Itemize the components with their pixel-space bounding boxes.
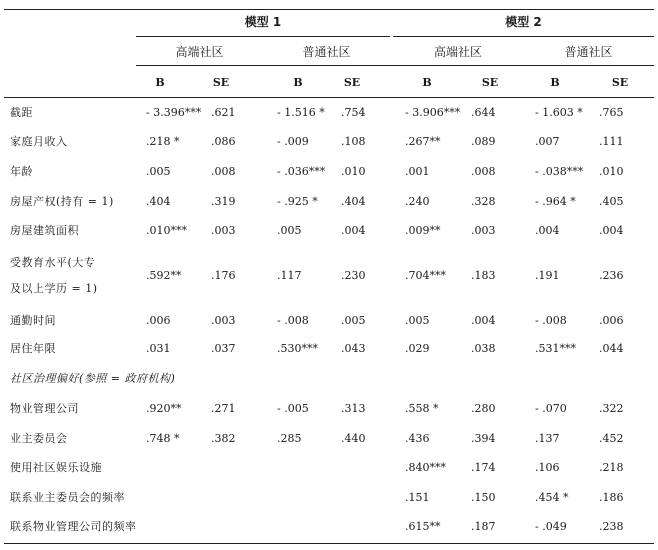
coefficient-cell: - 1.516 * <box>277 106 325 119</box>
coefficient-cell: - .008 <box>535 314 567 327</box>
coefficient-cell: .531*** <box>535 342 576 355</box>
community-header: 高端社区 <box>175 45 224 59</box>
stat-label-b: B <box>550 76 560 89</box>
row-label: 截距 <box>10 106 33 119</box>
std-error-cell: .037 <box>211 342 236 355</box>
community-rule <box>136 65 654 66</box>
std-error-cell: .003 <box>211 314 236 327</box>
row-label: 居住年限 <box>10 342 56 355</box>
std-error-cell: .111 <box>599 135 624 148</box>
coefficient-cell: .615** <box>405 520 441 533</box>
std-error-cell: .004 <box>599 224 624 237</box>
coefficient-cell: .704*** <box>405 269 446 282</box>
row-label: 房屋产权(持有 = 1) <box>10 195 114 208</box>
row-label: 联系物业管理公司的频率 <box>10 520 137 533</box>
stat-label-b: B <box>155 76 165 89</box>
std-error-cell: .089 <box>471 135 496 148</box>
std-error-cell: .404 <box>341 195 366 208</box>
std-error-cell: .186 <box>599 491 624 504</box>
coefficient-cell: .840*** <box>405 461 446 474</box>
coefficient-cell: .106 <box>535 461 560 474</box>
std-error-cell: .440 <box>341 432 366 445</box>
coefficient-cell: .748 * <box>146 432 180 445</box>
std-error-cell: .236 <box>599 269 624 282</box>
std-error-cell: .174 <box>471 461 496 474</box>
coefficient-cell: .530*** <box>277 342 318 355</box>
std-error-cell: .765 <box>599 106 624 119</box>
std-error-cell: .008 <box>471 165 496 178</box>
section-label: 社区治理偏好(参照 = 政府机构) <box>10 372 176 385</box>
header-bottom-rule <box>4 97 654 98</box>
coefficient-cell: .240 <box>405 195 430 208</box>
row-label: 受教育水平(大专 <box>10 256 96 269</box>
coefficient-cell: .454 * <box>535 491 569 504</box>
coefficient-cell: - .005 <box>277 402 309 415</box>
std-error-cell: .010 <box>599 165 624 178</box>
coefficient-cell: - .964 * <box>535 195 576 208</box>
row-label: 联系业主委员会的频率 <box>10 491 125 504</box>
model-1-header: 模型 1 <box>244 15 282 29</box>
coefficient-cell: - .049 <box>535 520 567 533</box>
std-error-cell: .230 <box>341 269 366 282</box>
coefficient-cell: .005 <box>405 314 430 327</box>
stat-label-se: SE <box>212 76 230 89</box>
coefficient-cell: .001 <box>405 165 430 178</box>
coefficient-cell: .218 * <box>146 135 180 148</box>
coefficient-cell: - .925 * <box>277 195 318 208</box>
coefficient-cell: .592** <box>146 269 182 282</box>
coefficient-cell: .005 <box>146 165 171 178</box>
std-error-cell: .754 <box>341 106 366 119</box>
row-label: 家庭月收入 <box>10 135 68 148</box>
model2-rule <box>393 36 654 37</box>
std-error-cell: .038 <box>471 342 496 355</box>
coefficient-cell: .920** <box>146 402 182 415</box>
std-error-cell: .271 <box>211 402 236 415</box>
stat-label-b: B <box>293 76 303 89</box>
std-error-cell: .280 <box>471 402 496 415</box>
std-error-cell: .108 <box>341 135 366 148</box>
coefficient-cell: .151 <box>405 491 430 504</box>
model1-rule <box>136 36 390 37</box>
std-error-cell: .621 <box>211 106 236 119</box>
std-error-cell: .003 <box>211 224 236 237</box>
top-rule <box>4 9 654 10</box>
std-error-cell: .006 <box>599 314 624 327</box>
row-label: 业主委员会 <box>10 432 68 445</box>
coefficient-cell: - 3.396*** <box>146 106 202 119</box>
stat-label-se: SE <box>343 76 361 89</box>
std-error-cell: .405 <box>599 195 624 208</box>
coefficient-cell: .117 <box>277 269 302 282</box>
std-error-cell: .044 <box>599 342 624 355</box>
std-error-cell: .086 <box>211 135 236 148</box>
std-error-cell: .394 <box>471 432 496 445</box>
coefficient-cell: .404 <box>146 195 171 208</box>
std-error-cell: .382 <box>211 432 236 445</box>
std-error-cell: .150 <box>471 491 496 504</box>
coefficient-cell: .267** <box>405 135 441 148</box>
std-error-cell: .328 <box>471 195 496 208</box>
bottom-rule <box>4 543 654 544</box>
row-label: 通勤时间 <box>10 314 56 327</box>
coefficient-cell: - 1.603 * <box>535 106 583 119</box>
coefficient-cell: - 3.906*** <box>405 106 461 119</box>
coefficient-cell: .031 <box>146 342 171 355</box>
coefficient-cell: .285 <box>277 432 302 445</box>
std-error-cell: .322 <box>599 402 624 415</box>
coefficient-cell: - .008 <box>277 314 309 327</box>
coefficient-cell: .010*** <box>146 224 187 237</box>
std-error-cell: .238 <box>599 520 624 533</box>
community-header: 高端社区 <box>433 45 482 59</box>
coefficient-cell: .007 <box>535 135 560 148</box>
coefficient-cell: - .070 <box>535 402 567 415</box>
stat-label-se: SE <box>481 76 499 89</box>
row-label: 使用社区娱乐设施 <box>10 461 102 474</box>
coefficient-cell: .137 <box>535 432 560 445</box>
std-error-cell: .005 <box>341 314 366 327</box>
std-error-cell: .644 <box>471 106 496 119</box>
std-error-cell: .218 <box>599 461 624 474</box>
row-label: 物业管理公司 <box>10 402 79 415</box>
std-error-cell: .008 <box>211 165 236 178</box>
row-label-continued: 及以上学历 = 1) <box>10 282 98 295</box>
coefficient-cell: .004 <box>535 224 560 237</box>
coefficient-cell: .436 <box>405 432 430 445</box>
std-error-cell: .319 <box>211 195 236 208</box>
coefficient-cell: .005 <box>277 224 302 237</box>
coefficient-cell: .558 * <box>405 402 439 415</box>
std-error-cell: .313 <box>341 402 366 415</box>
community-header: 普通社区 <box>302 45 351 59</box>
model-2-header: 模型 2 <box>505 15 542 29</box>
row-label: 房屋建筑面积 <box>10 224 79 237</box>
coefficient-cell: .009** <box>405 224 441 237</box>
std-error-cell: .176 <box>211 269 236 282</box>
community-header: 普通社区 <box>564 45 613 59</box>
std-error-cell: .187 <box>471 520 496 533</box>
coefficient-cell: .191 <box>535 269 560 282</box>
coefficient-cell: .029 <box>405 342 430 355</box>
stat-label-b: B <box>422 76 432 89</box>
std-error-cell: .043 <box>341 342 366 355</box>
coefficient-cell: - .009 <box>277 135 309 148</box>
coefficient-cell: - .036*** <box>277 165 326 178</box>
row-label: 年龄 <box>10 165 33 178</box>
std-error-cell: .183 <box>471 269 496 282</box>
std-error-cell: .004 <box>341 224 366 237</box>
stat-label-se: SE <box>611 76 629 89</box>
coefficient-cell: - .038*** <box>535 165 584 178</box>
std-error-cell: .010 <box>341 165 366 178</box>
coefficient-cell: .006 <box>146 314 171 327</box>
std-error-cell: .452 <box>599 432 624 445</box>
std-error-cell: .004 <box>471 314 496 327</box>
std-error-cell: .003 <box>471 224 496 237</box>
